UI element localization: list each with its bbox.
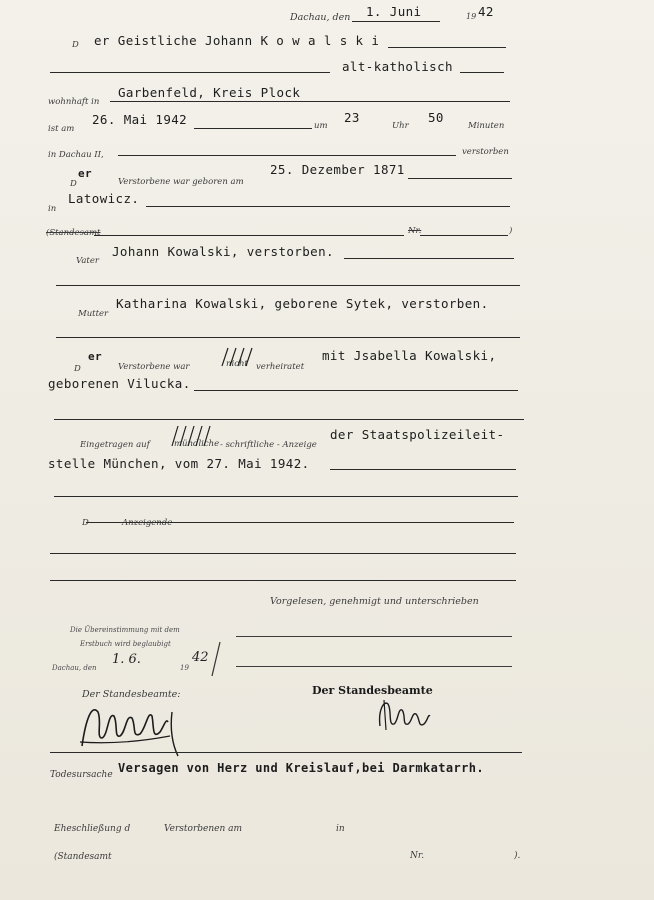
birth-in-label: in xyxy=(48,204,57,214)
death-um-label: um xyxy=(314,121,328,131)
marital-line-1 xyxy=(194,390,518,391)
death-date-line xyxy=(194,128,312,129)
birth-date: 25. Dezember 1871 xyxy=(270,162,405,177)
birth-registry-label: (Standesamt xyxy=(46,228,101,238)
right-handwritten-signature xyxy=(374,696,434,736)
mother-value: Katharina Kowalski, geborene Sytek, verstorben. xyxy=(116,296,489,311)
informant-line-2 xyxy=(50,553,516,554)
footer-in-label: in xyxy=(336,824,345,834)
marital-label: Verstorbene war xyxy=(118,362,190,372)
birth-article-typed: er xyxy=(78,167,93,180)
footer-close-paren: ). xyxy=(514,851,521,861)
birth-place: Latowicz. xyxy=(68,191,140,206)
death-minutes: 50 xyxy=(428,110,444,125)
mother-label: Mutter xyxy=(78,309,109,319)
header-year: 42 xyxy=(478,4,494,19)
spouse-line-1: mit Jsabella Kowalski, xyxy=(322,348,497,363)
marital-article-typed: er xyxy=(88,350,103,363)
religion-line-left xyxy=(50,72,330,73)
certification-year-prefix: 19 xyxy=(180,664,189,672)
report-strikeout-marks xyxy=(168,424,218,448)
approval-text: Vorgelesen, genehmigt und unterschrieben xyxy=(270,596,479,607)
residence-value: Garbenfeld, Kreis Plock xyxy=(118,85,301,100)
death-verstorben-label: verstorben xyxy=(462,147,509,157)
marital-struck-word: nicht xyxy=(226,359,248,369)
birth-article-prefix: D xyxy=(70,179,77,189)
signature-divider xyxy=(50,752,522,753)
spouse-line-2: geborenen Vilucka. xyxy=(48,376,191,391)
certification-line-1: Die Übereinstimmung mit dem xyxy=(70,626,180,634)
marital-verheiratet: verheiratet xyxy=(256,362,305,372)
religion-line-right xyxy=(460,72,504,73)
death-uhr-label: Uhr xyxy=(392,121,409,131)
header-year-prefix: 19 xyxy=(466,12,477,21)
birth-place-line xyxy=(146,206,510,207)
father-label: Vater xyxy=(76,256,99,266)
declarant-article-prefix: D xyxy=(72,40,79,50)
father-value: Johann Kowalski, verstorben. xyxy=(112,244,334,259)
death-minuten-label: Minuten xyxy=(468,121,505,131)
registrar-stamp: Der Standesbeamte xyxy=(312,684,433,697)
residence-line xyxy=(110,101,510,102)
birth-nr-label: Nr. xyxy=(408,226,422,236)
footer-deceased-label: Verstorbenen am xyxy=(164,824,243,834)
birth-registry-line xyxy=(94,235,404,236)
footer-nr-label: Nr. xyxy=(410,851,425,861)
birth-nr-line xyxy=(420,235,508,236)
report-label-post: - schriftliche - Anzeige xyxy=(220,440,317,450)
approval-line-1 xyxy=(236,636,512,637)
report-label-pre: Eingetragen auf xyxy=(80,440,150,450)
report-line-b xyxy=(54,496,518,497)
report-struck-word: mündliche xyxy=(174,439,220,449)
birth-date-line xyxy=(408,178,512,179)
left-handwritten-signature xyxy=(78,698,188,760)
death-hour: 23 xyxy=(344,110,360,125)
marital-strikeout-marks xyxy=(218,346,258,368)
father-line-2 xyxy=(56,285,520,286)
marital-article-prefix: D xyxy=(74,364,81,374)
report-line-1: der Staatspolizeileit- xyxy=(330,427,505,442)
birth-close-paren: ) xyxy=(509,226,513,236)
death-ist-am-label: ist am xyxy=(48,124,75,134)
footer-registry-label: (Standesamt xyxy=(54,852,112,862)
informant-line-3 xyxy=(50,580,516,581)
informant-line-1 xyxy=(86,522,514,523)
residence-label: wohnhaft in xyxy=(48,97,100,107)
header-place-label: Dachau, den xyxy=(290,12,351,23)
father-line-1 xyxy=(344,258,514,259)
approval-line-2 xyxy=(236,666,512,667)
certification-slash-mark xyxy=(208,640,224,680)
marital-line-2 xyxy=(54,419,524,420)
certification-year: 42 xyxy=(192,650,209,665)
mother-line xyxy=(56,337,520,338)
report-line-a xyxy=(330,469,516,470)
cause-label: Todesursache xyxy=(50,770,113,780)
certification-line-2: Erstbuch wird beglaubigt xyxy=(80,640,171,648)
death-date: 26. Mai 1942 xyxy=(92,112,188,127)
header-date-line xyxy=(352,21,440,22)
header-date: 1. Juni xyxy=(366,4,422,19)
declarant-line xyxy=(388,47,506,48)
death-place-label: in Dachau II, xyxy=(48,150,104,160)
report-line-2: stelle München, vom 27. Mai 1942. xyxy=(48,456,310,471)
declarant-religion: alt-katholisch xyxy=(342,59,453,74)
certification-place: Dachau, den xyxy=(52,664,97,672)
certification-official-label: Der Standesbeamte: xyxy=(82,689,181,700)
death-place-line xyxy=(118,155,456,156)
declarant-name: er Geistliche Johann K o w a l s k i xyxy=(94,33,380,48)
cause-value: Versagen von Herz und Kreislauf,bei Darmkatarrh. xyxy=(118,761,484,775)
informant-label-struck: Anzeigende xyxy=(122,518,173,528)
certification-date: 1. 6. xyxy=(112,652,141,667)
informant-label-prefix: D xyxy=(82,518,89,528)
footer-marriage-label: Eheschließung d xyxy=(54,824,131,834)
birth-label: Verstorbene war geboren am xyxy=(118,177,244,187)
